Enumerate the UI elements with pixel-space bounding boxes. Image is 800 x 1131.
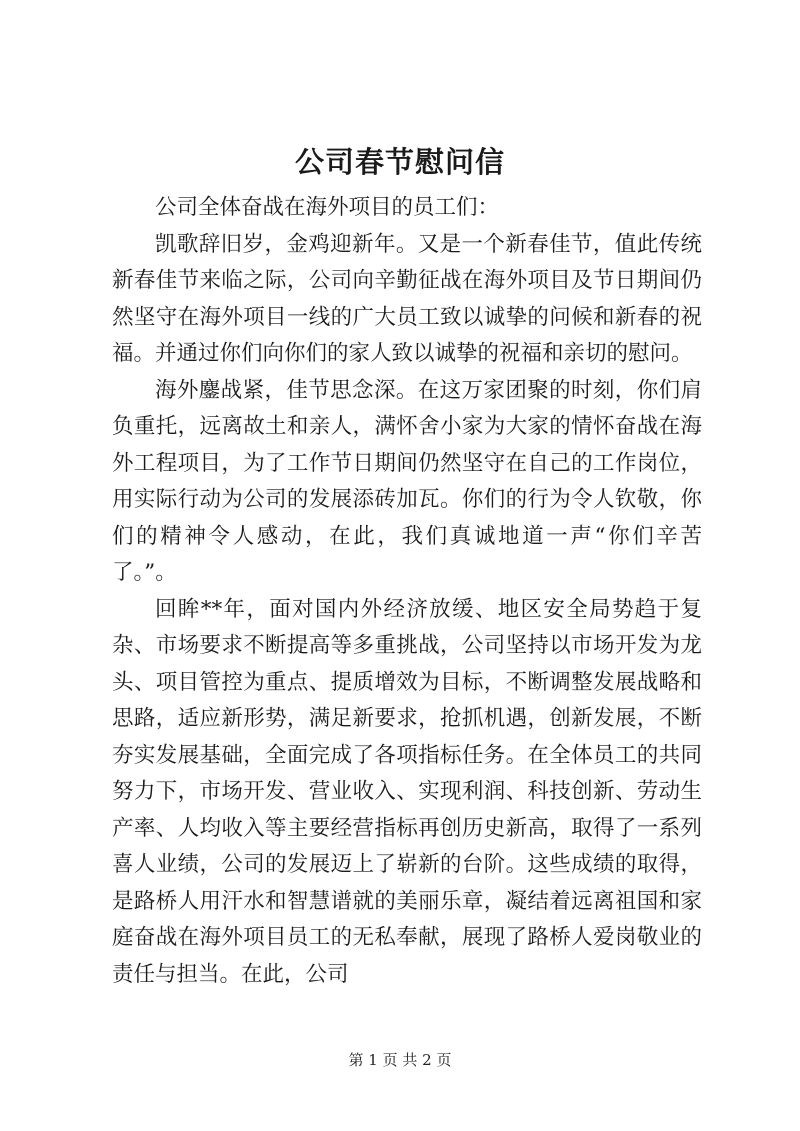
paragraph-review: 回眸**年，面对国内外经济放缓、地区安全局势趋于复杂、市场要求不断提高等多重挑战，公司坚持以市场开发为龙头、项目管控为重点、提质增效为目标，不断调整发展战略和思路，适应新形势，满足新要求，抢抓机遇，创新发展，不断夯实发展基础，全面完成了各项指标任务。在全体员工的共同努力下，市场开发、营业收入、实现利润、科技创新、劳动生产率、人均收入等主要经营指标再创历史新高，取得了一系列喜人业绩，公司的发展迈上了崭新的台阶。这些成绩的取得，是路桥人用汗水和智慧谱就的美丽乐章，凝结着远离祖国和家庭奋战在海外项目员工的无私奉献，展现了路桥人爱岗敬业的责任与担当。在此，公司 bbox=[112, 596, 702, 987]
letter-body bbox=[112, 190, 702, 993]
paragraph-greeting: 凯歌辞旧岁，金鸡迎新年。又是一个新春佳节，值此传统新春佳节来临之际，公司向辛勤征战在海外项目及节日期间仍然坚守在海外项目一线的广大员工致以诚挚的问候和新春的祝福。并通过你们向你们的家人致以诚挚的祝福和亲切的慰问。 bbox=[112, 231, 702, 366]
salutation: 公司全体奋战在海外项目的员工们： bbox=[155, 195, 500, 220]
page-number-footer: 第 1 页 共 2 页 bbox=[348, 1051, 452, 1069]
document-title: 公司春节慰问信 bbox=[294, 145, 505, 179]
paragraph-overseas: 海外鏖战紧，佳节思念深。在这万家团聚的时刻，你们肩负重托，远离故土和亲人，满怀舍小家为大家的情怀奋战在海外工程项目，为了工作节日期间仍然坚守在自己的工作岗位，用实际行动为公司的发展添砖加瓦。你们的行为令人钦敬，你们的精神令人感动，在此，我们真诚地道一声“你们辛苦了。”。 bbox=[112, 377, 702, 585]
